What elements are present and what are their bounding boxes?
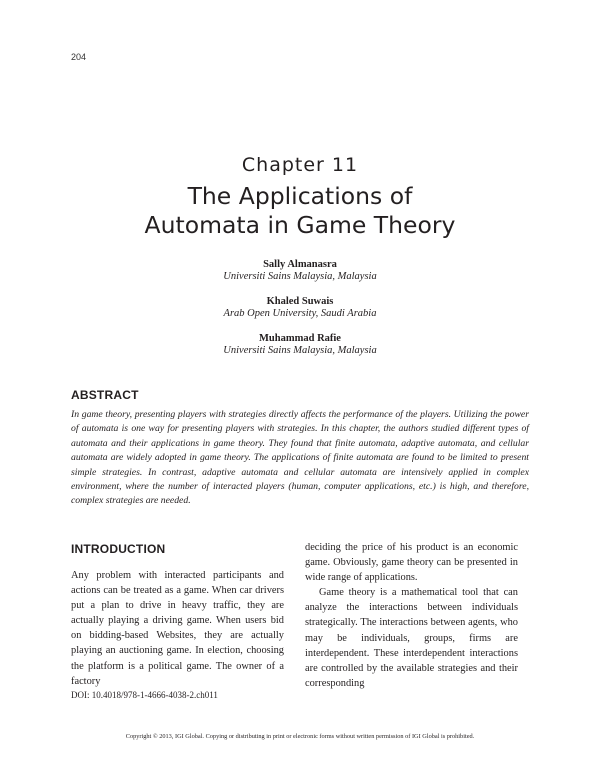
page-number: 204 <box>71 52 87 62</box>
chapter-title-line-1: The Applications of <box>187 182 413 210</box>
body-paragraph: Game theory is a mathematical tool that can analyze the interactions between individuals strategically. The interactions between agents, who may be individuals, groups, firms are interdependent. These interdependent interactions are controlled by the available strategies and their corresponding <box>305 587 518 689</box>
chapter-title <box>0 182 600 240</box>
body-paragraph: deciding the price of his product is an economic game. Obviously, game theory can be presented in wide range of applications. <box>305 542 518 584</box>
author-block <box>0 259 600 283</box>
abstract-heading: ABSTRACT <box>71 388 139 402</box>
author-block <box>0 333 600 357</box>
copyright-notice: Copyright © 2013, IGI Global. Copying or distributing in print or electronic forms without written permission of IGI Global is prohibited. <box>125 733 475 740</box>
body-column-left <box>71 568 284 689</box>
abstract-text: In game theory, presenting players with strategies directly affects the performance of the players. Utilizing the power of automata is one way for presenting players with strategies. In this chapter, the authors studied different types of automata and their applications in game theory. They found that finite automata, adaptive automata, and cellular automata are widely adopted in game theory. The applications of finite automata are found to be limited to present simple strategies. In contrast, adaptive automata and cellular automata are intensively applied in complex environment, where the number of interacted players (human, computer applications, etc.) is high, and therefore, complex strategies are needed. <box>71 409 529 507</box>
chapter-label: Chapter 11 <box>241 154 359 176</box>
introduction-heading: INTRODUCTION <box>71 542 166 556</box>
author-affiliation: Universiti Sains Malaysia, Malaysia <box>223 271 377 282</box>
author-name: Khaled Suwais <box>266 296 334 307</box>
body-column-right <box>305 540 518 691</box>
author-list <box>0 259 600 370</box>
author-affiliation: Arab Open University, Saudi Arabia <box>223 308 377 319</box>
author-affiliation: Universiti Sains Malaysia, Malaysia <box>223 345 377 356</box>
author-block <box>0 296 600 320</box>
author-name: Muhammad Rafie <box>259 333 341 344</box>
author-name: Sally Almanasra <box>263 259 337 270</box>
chapter-title-line-2: Automata in Game Theory <box>144 211 456 239</box>
body-paragraph: Any problem with interacted participants and actions can be treated as a game. When car drivers put a plan to drive in heavy traffic, they are actually playing a driving game. When users bid on bidding-based Websites, they are actually playing an auctioning game. In election, choosing the platform is a political game. The owner of a factory <box>71 570 284 687</box>
doi-line: DOI: 10.4018/978-1-4666-4038-2.ch011 <box>71 690 218 700</box>
